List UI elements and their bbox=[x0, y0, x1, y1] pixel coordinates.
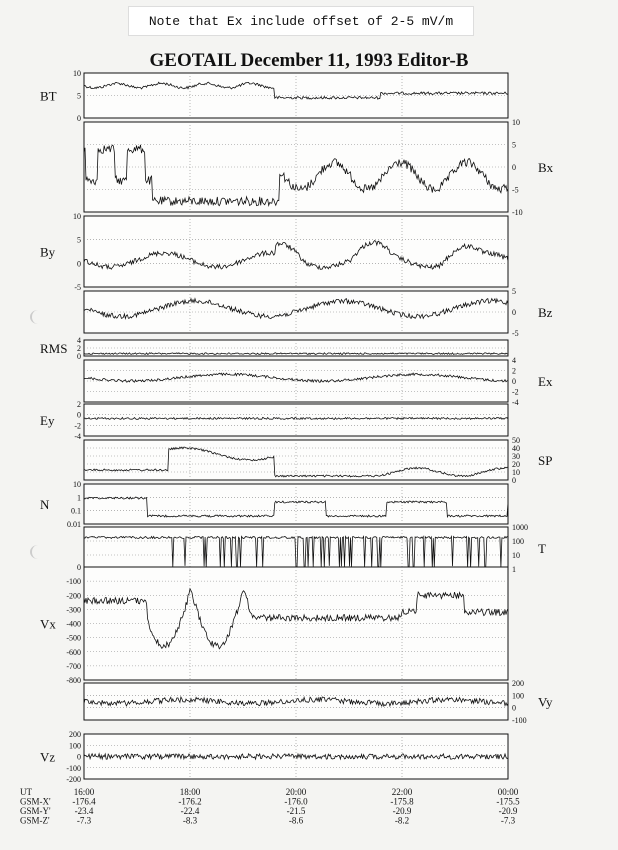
y-tick-label: 200 bbox=[69, 730, 81, 739]
y-tick-label: 100 bbox=[512, 537, 524, 546]
y-tick-label: 0 bbox=[77, 563, 81, 572]
y-tick-label: 40 bbox=[512, 444, 520, 453]
y-tick-label: 30 bbox=[512, 452, 520, 461]
panel-ey bbox=[40, 400, 508, 441]
y-tick-label: 0 bbox=[77, 752, 81, 762]
y-tick-label: -700 bbox=[66, 661, 81, 671]
y-tick-label: 10 bbox=[512, 468, 520, 477]
y-tick-label: -10 bbox=[512, 208, 523, 217]
orbit-value: -8.3 bbox=[182, 815, 198, 826]
y-tick-label: 10 bbox=[73, 69, 81, 78]
panel-bz bbox=[84, 287, 553, 338]
orbit-value: -7.3 bbox=[500, 815, 516, 826]
y-tick-label: 50 bbox=[512, 436, 520, 445]
panel-rms bbox=[40, 336, 508, 361]
y-tick-label: -800 bbox=[66, 676, 81, 685]
y-tick-label: 1 bbox=[77, 493, 81, 503]
y-tick-label: 10 bbox=[512, 118, 520, 127]
panel-label: N bbox=[40, 497, 50, 512]
orbit-value: -176.0 bbox=[284, 796, 308, 807]
offset-note: Note that Ex include offset of 2-5 mV/m bbox=[128, 6, 474, 36]
panel-ex bbox=[84, 356, 553, 407]
y-tick-label: -5 bbox=[512, 185, 519, 195]
panel-label: Ex bbox=[538, 374, 553, 389]
y-tick-label: 0 bbox=[512, 703, 516, 713]
y-tick-label: 20 bbox=[512, 460, 520, 469]
orbit-row-label: GSM-Z' bbox=[20, 815, 50, 826]
orbit-value: -8.6 bbox=[288, 815, 304, 826]
panel-n bbox=[40, 480, 508, 529]
orbit-value: -176.2 bbox=[178, 796, 202, 807]
y-tick-label: -200 bbox=[66, 775, 81, 784]
y-tick-label: 5 bbox=[77, 235, 81, 245]
y-tick-label: 2 bbox=[77, 344, 81, 353]
orbit-value: -175.5 bbox=[496, 796, 520, 807]
y-tick-label: -4 bbox=[74, 432, 81, 441]
panel-label: Ey bbox=[40, 413, 55, 428]
orbit-value: -176.4 bbox=[72, 796, 96, 807]
panel-label: RMS bbox=[40, 341, 68, 356]
panel-vz bbox=[40, 730, 508, 784]
y-tick-label: -5 bbox=[74, 283, 81, 292]
panel-vy bbox=[84, 679, 553, 725]
y-tick-label: -100 bbox=[66, 763, 81, 773]
panel-label: BT bbox=[40, 88, 57, 104]
orbit-value: -23.4 bbox=[74, 806, 94, 816]
orbit-value: -20.9 bbox=[498, 806, 518, 816]
y-tick-label: 0.1 bbox=[71, 506, 81, 516]
y-tick-label: 0 bbox=[512, 163, 516, 172]
y-tick-label: -400 bbox=[66, 619, 81, 629]
x-tick-label: 18:00 bbox=[179, 787, 201, 797]
y-tick-label: -500 bbox=[66, 633, 81, 643]
orbit-row-label: UT bbox=[20, 787, 32, 797]
y-tick-label: 1000 bbox=[512, 523, 528, 532]
y-tick-label: -2 bbox=[74, 421, 81, 431]
y-tick-label: -5 bbox=[512, 329, 519, 338]
y-tick-label: 2 bbox=[512, 366, 516, 376]
panel-t bbox=[84, 523, 546, 574]
panel-vx bbox=[40, 563, 508, 685]
y-tick-label: 1 bbox=[512, 565, 516, 574]
y-tick-label: 10 bbox=[73, 212, 81, 221]
x-tick-label: 22:00 bbox=[391, 787, 413, 797]
binder-hole-top bbox=[30, 310, 46, 324]
y-tick-label: -2 bbox=[512, 387, 519, 397]
panel-sp bbox=[84, 436, 552, 485]
panel-bt bbox=[40, 69, 508, 123]
orbit-row-label: GSM-X' bbox=[20, 796, 51, 807]
y-tick-label: 4 bbox=[512, 356, 516, 365]
y-tick-label: 10 bbox=[73, 480, 81, 489]
y-tick-label: -600 bbox=[66, 647, 81, 657]
orbit-value: -7.3 bbox=[76, 815, 92, 826]
y-tick-label: 4 bbox=[77, 336, 81, 345]
y-tick-label: 0 bbox=[512, 377, 516, 386]
panel-by bbox=[40, 212, 508, 292]
orbit-value: -175.8 bbox=[390, 796, 414, 807]
panel-label: Vx bbox=[40, 616, 56, 632]
y-tick-label: 5 bbox=[77, 91, 81, 101]
panel-bx bbox=[84, 118, 554, 217]
y-tick-label: 0 bbox=[77, 410, 81, 420]
y-tick-label: -300 bbox=[66, 605, 81, 615]
panel-label: Bz bbox=[538, 305, 553, 320]
y-tick-label: 100 bbox=[69, 741, 81, 751]
panel-label: T bbox=[538, 541, 546, 556]
panel-label: SP bbox=[538, 453, 553, 468]
y-tick-label: 5 bbox=[512, 140, 516, 150]
y-tick-label: 0.01 bbox=[67, 520, 81, 529]
x-tick-label: 16:00 bbox=[73, 787, 95, 797]
panel-label: By bbox=[40, 244, 56, 260]
panel-label: Bx bbox=[538, 160, 554, 175]
y-tick-label: 100 bbox=[512, 691, 524, 701]
binder-hole-bottom bbox=[30, 545, 46, 559]
y-tick-label: 5 bbox=[512, 287, 516, 296]
orbit-row-label: GSM-Y' bbox=[20, 806, 51, 816]
panel-label: Vz bbox=[40, 749, 56, 765]
y-tick-label: 200 bbox=[512, 679, 524, 688]
chart-title: GEOTAIL December 11, 1993 Editor-B bbox=[149, 50, 469, 71]
y-tick-label: -100 bbox=[512, 716, 527, 725]
orbit-value: -22.4 bbox=[180, 806, 200, 816]
y-tick-label: -4 bbox=[512, 398, 519, 407]
y-tick-label: -200 bbox=[66, 591, 81, 601]
orbit-value: -20.9 bbox=[392, 806, 412, 816]
y-tick-label: 0 bbox=[512, 476, 516, 485]
y-tick-label: 2 bbox=[77, 400, 81, 409]
orbit-value: -21.5 bbox=[286, 806, 306, 816]
y-tick-label: 0 bbox=[77, 259, 81, 269]
x-tick-label: 20:00 bbox=[285, 787, 307, 797]
panel-label: Vy bbox=[538, 694, 553, 710]
y-tick-label: 0 bbox=[77, 114, 81, 123]
y-tick-label: 10 bbox=[512, 551, 520, 560]
orbit-value: -8.2 bbox=[394, 815, 410, 826]
x-tick-label: 00:00 bbox=[497, 787, 519, 797]
y-tick-label: 0 bbox=[77, 352, 81, 361]
y-tick-label: 0 bbox=[512, 308, 516, 317]
y-tick-label: -100 bbox=[66, 577, 81, 587]
